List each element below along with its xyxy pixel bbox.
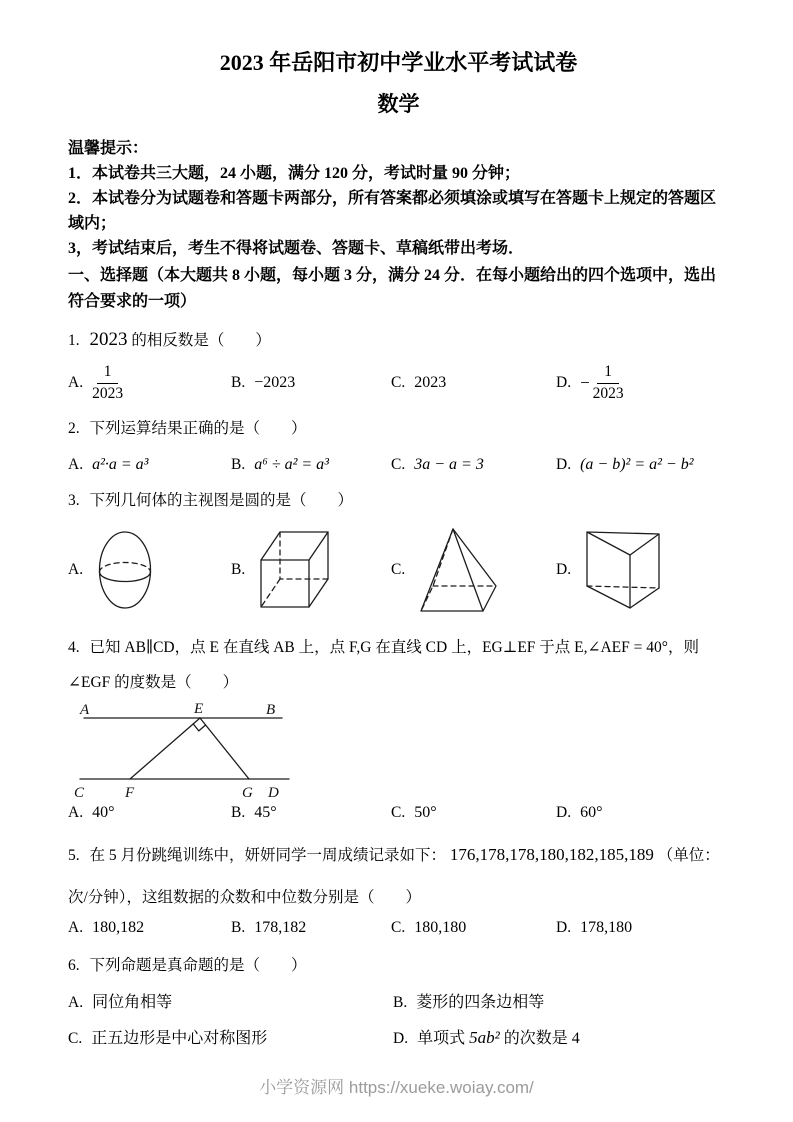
notice-item-3: 3，考试结束后，考生不得将试题卷、答题卡、草稿纸带出考场． (68, 240, 525, 257)
option-text: 2023 (414, 374, 447, 391)
option-label: C. (391, 456, 406, 473)
option-label: D. (393, 1029, 409, 1047)
stem-data-values: 176,178,178,180,182,185,189 (449, 845, 654, 864)
option-text: 菱形的四条边相等 (416, 994, 545, 1011)
option-text: a⁶ ÷ a² = a³ (254, 456, 329, 473)
fraction-denominator: 2023 (592, 384, 624, 402)
option-label: C. (68, 1029, 83, 1047)
option-b (231, 804, 391, 822)
option-label: D. (556, 919, 572, 936)
option-c (391, 524, 556, 616)
option-a (68, 524, 231, 616)
option-d (556, 804, 729, 822)
option-text: 180,182 (92, 919, 145, 936)
option-label: C. (391, 804, 406, 821)
option-text: 178,182 (254, 919, 307, 936)
option-text: −2023 (254, 374, 296, 391)
svg-text:F: F (125, 785, 135, 801)
option-b (231, 374, 391, 392)
sphere-figure (98, 530, 152, 610)
option-text: 3a − a = 3 (414, 456, 484, 473)
stem-text: 已知 AB∥CD，点 E 在直线 AB 上，点 F,G 在直线 CD 上，EG⊥EF 于点 E,∠AEF = 40°，则∠EGF 的度数是（ ） (68, 639, 699, 691)
question-5-options (68, 919, 729, 937)
fraction (593, 363, 624, 403)
page-title: 2023 年岳阳市初中学业水平考试试卷 (219, 50, 578, 75)
option-a (68, 361, 231, 405)
option-c (391, 919, 556, 937)
svg-text:C: C (74, 785, 85, 801)
option-label: C. (391, 919, 406, 936)
question-3-options (68, 524, 729, 616)
option-text: 40° (92, 804, 115, 821)
question-5-stem (68, 834, 729, 919)
section-heading: 一、选择题（本大题共 8 小题，每小题 3 分，满分 24 分．在每小题给出的四个选项中，选出符合要求的一项） (68, 267, 717, 310)
option-text: 同位角相等 (92, 994, 173, 1011)
svg-text:E: E (194, 702, 204, 717)
option-label: A. (68, 919, 84, 936)
question-1-options (68, 358, 729, 408)
option-text: 180,180 (414, 919, 467, 936)
option-b (393, 989, 729, 1016)
option-d (556, 919, 729, 937)
stem-text: （单位：次/分钟），这组数据的众数和中位数分别是（ ） (68, 847, 720, 906)
option-label: D. (556, 804, 572, 821)
question-4 (68, 630, 729, 822)
triangular-prism-figure (586, 529, 661, 611)
option-text: (a − b)² = a² − b² (580, 456, 694, 473)
subject-title: 数学 (377, 92, 420, 116)
option-label: B. (231, 456, 246, 473)
option-label: D. (556, 374, 572, 391)
option-label: B. (231, 561, 246, 578)
option-d (556, 524, 729, 616)
question-3-stem (68, 486, 729, 516)
option-label: A. (68, 456, 84, 473)
option-d (393, 1024, 729, 1052)
notice-heading: 温馨提示： (68, 140, 149, 157)
option-b (231, 919, 391, 937)
option-b (231, 524, 391, 616)
footer-watermark: 小学资源网 https://xueke.woiay.com/ (259, 1078, 534, 1097)
option-b (231, 456, 391, 474)
option-text: 178,180 (580, 919, 633, 936)
option-text: a²·a = a³ (92, 456, 149, 473)
monomial-math: 5ab² (469, 1028, 500, 1047)
question-3 (68, 486, 729, 616)
question-2-options (68, 456, 729, 474)
option-label: C. (391, 561, 406, 578)
stem-math-number: 2023 (89, 329, 128, 350)
svg-text:B: B (266, 702, 276, 718)
option-label: D. (556, 561, 572, 578)
parallel-lines-figure (70, 702, 305, 802)
notice-block (68, 136, 729, 261)
question-4-stem (68, 630, 729, 700)
question-number: 6. (68, 957, 80, 974)
option-c (68, 1025, 393, 1052)
option-label: A. (68, 374, 84, 391)
notice-item-2: 2．本试卷分为试题卷和答题卡两部分，所有答案都必须填涂或填写在答题卡上规定的答题区域内； (68, 190, 717, 232)
option-label: B. (231, 374, 246, 391)
option-text: 45° (254, 804, 277, 821)
question-6-options-row-1 (68, 989, 729, 1016)
fraction-denominator: 2023 (92, 384, 124, 402)
question-6-options-row-2 (68, 1024, 729, 1052)
stem-text: 下列命题是真命题的是（ ） (89, 957, 307, 974)
cube-figure (260, 530, 330, 610)
option-label: B. (231, 919, 246, 936)
pyramid-figure (420, 527, 498, 613)
fraction-numerator: 1 (97, 363, 119, 384)
fraction (92, 363, 123, 403)
option-a (68, 804, 231, 822)
stem-text: 在 5 月份跳绳训练中，妍妍同学一周成绩记录如下： (89, 847, 447, 864)
option-label: A. (68, 804, 84, 821)
stem-text: 下列运算结果正确的是（ ） (89, 420, 307, 437)
question-2 (68, 414, 729, 474)
minus-sign: − (580, 373, 590, 392)
option-c (391, 456, 556, 474)
option-a (68, 919, 231, 937)
question-2-stem (68, 414, 729, 444)
stem-text: 下列几何体的主视图是圆的是（ ） (89, 492, 354, 509)
option-text: 正五边形是中心对称图形 (91, 1029, 268, 1047)
option-label: B. (393, 994, 408, 1011)
option-text: 60° (580, 804, 603, 821)
question-6 (68, 951, 729, 1052)
option-c (391, 374, 556, 392)
svg-text:D: D (268, 785, 279, 801)
question-6-stem (68, 951, 729, 981)
option-d (556, 456, 729, 474)
option-label: C. (391, 374, 406, 391)
question-5 (68, 834, 729, 937)
question-number: 1. (68, 332, 80, 349)
option-a (68, 989, 393, 1016)
question-1 (68, 325, 729, 408)
option-d (556, 361, 729, 405)
option-label: D. (556, 456, 572, 473)
svg-text:G: G (242, 785, 253, 801)
question-number: 3. (68, 492, 80, 509)
option-label: B. (231, 804, 246, 821)
option-c (391, 804, 556, 822)
option-a (68, 456, 231, 474)
question-number: 4. (68, 639, 80, 656)
question-number: 5. (68, 847, 80, 864)
question-number: 2. (68, 420, 80, 437)
notice-item-1: 1．本试卷共三大题，24 小题，满分 120 分，考试时量 90 分钟； (68, 165, 521, 182)
option-label: A. (68, 994, 84, 1011)
option-text: 单项式 5ab² 的次数是 4 (417, 1028, 580, 1047)
question-1-stem (68, 325, 729, 356)
fraction-numerator: 1 (597, 363, 619, 384)
stem-text: 的相反数是（ ） (131, 332, 271, 349)
option-text: 50° (414, 804, 437, 821)
question-4-options (68, 804, 729, 822)
svg-text:A: A (80, 702, 90, 718)
option-label: A. (68, 561, 84, 578)
